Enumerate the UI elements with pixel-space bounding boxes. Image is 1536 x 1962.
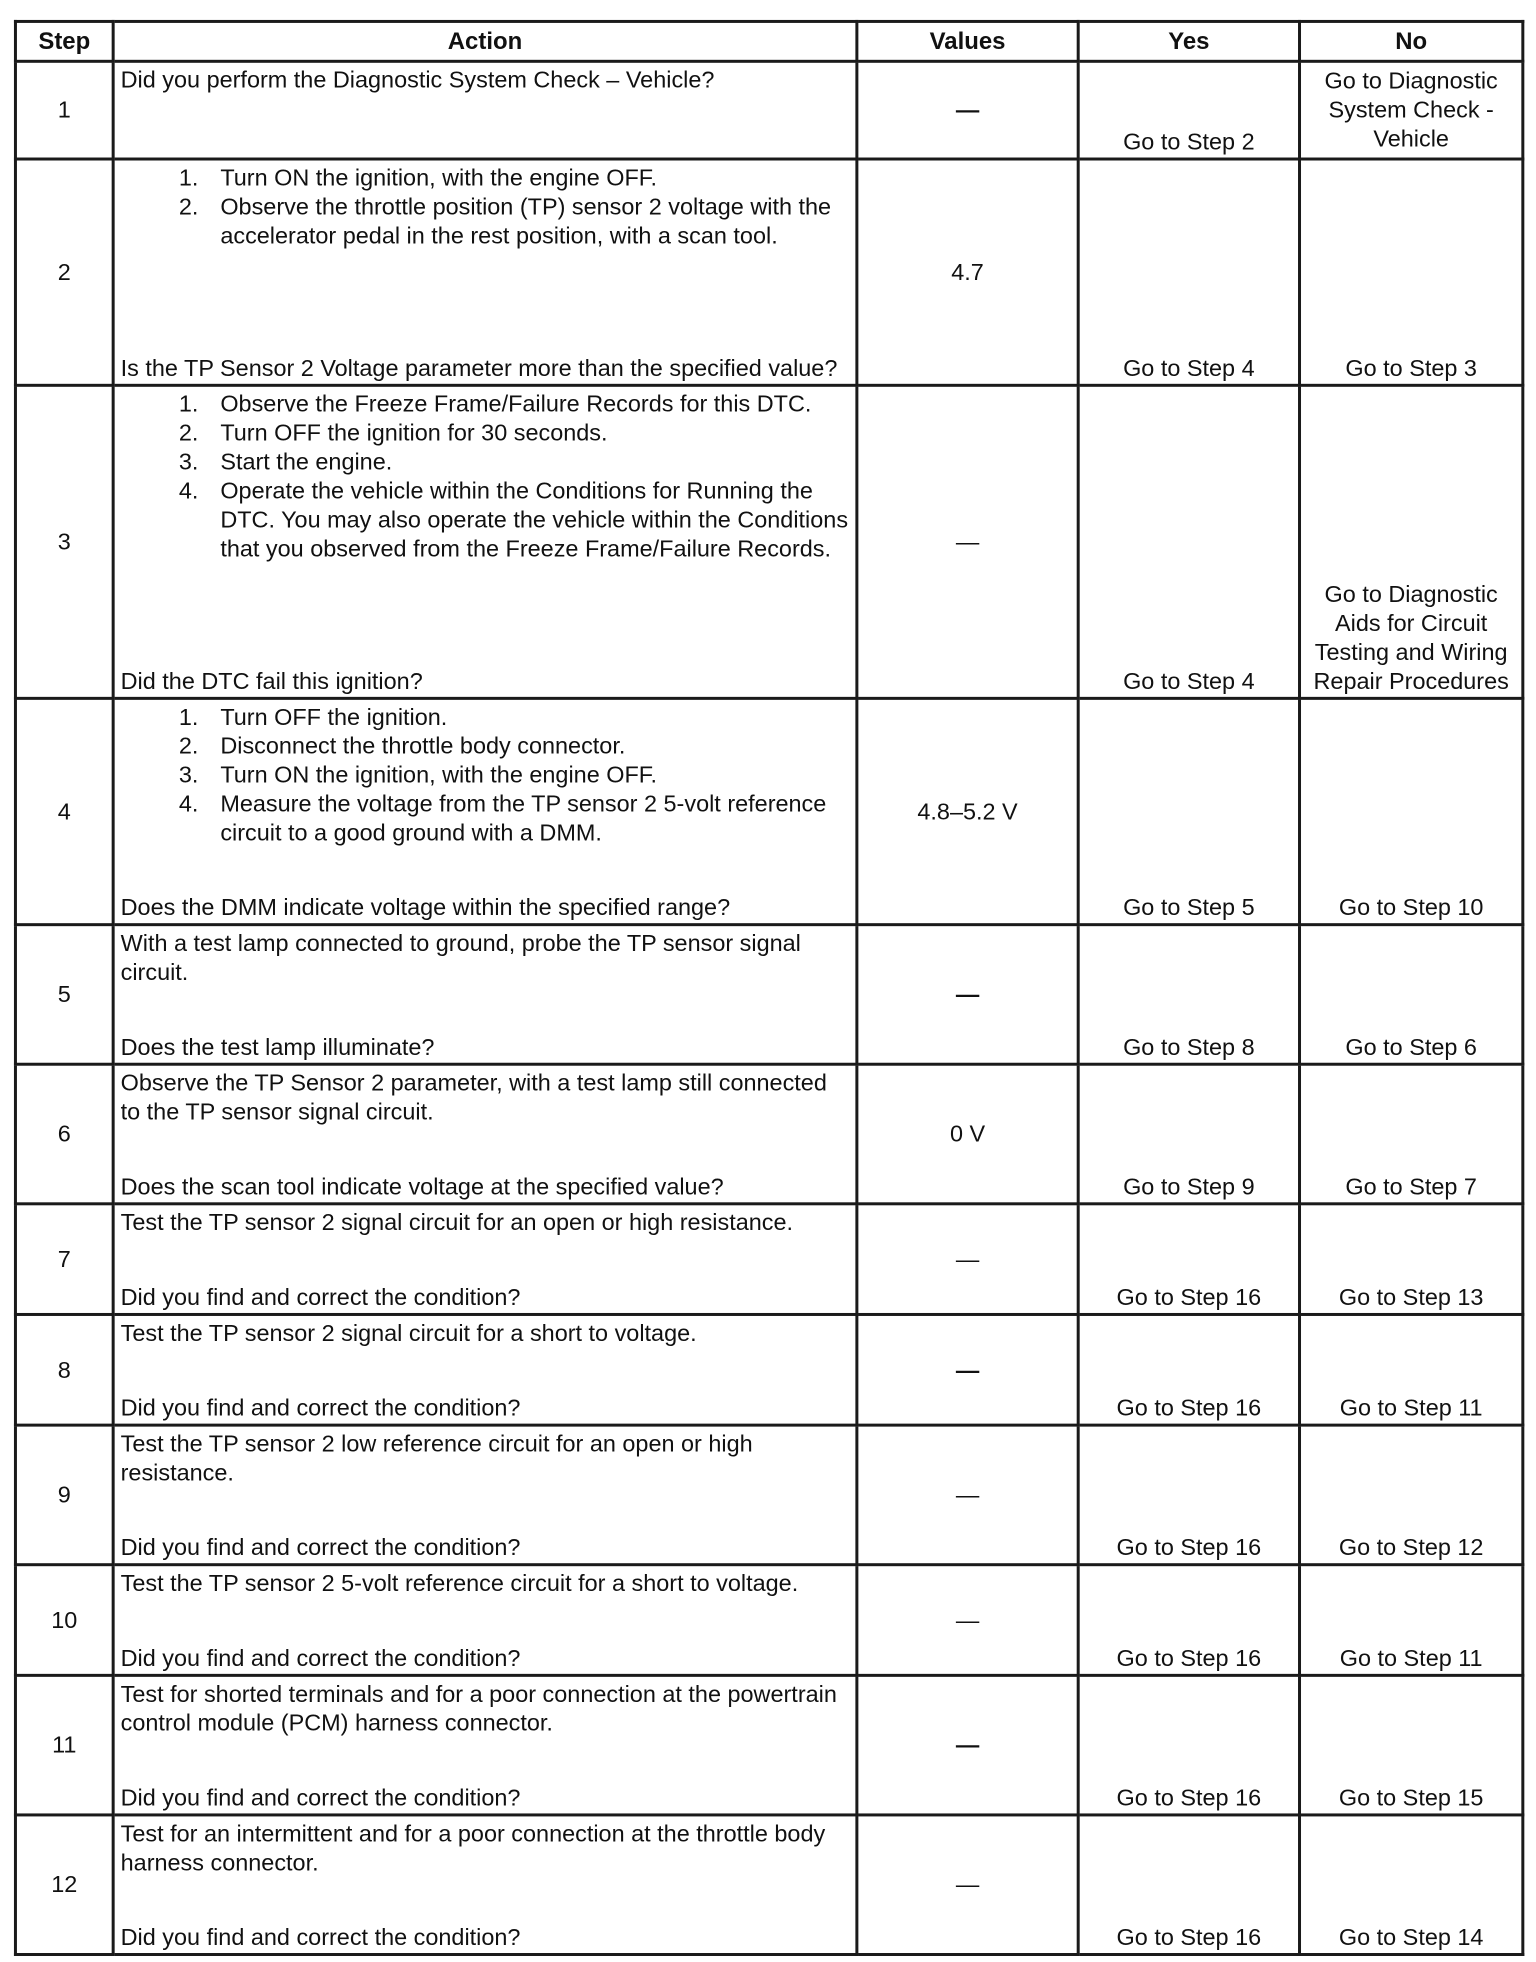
no-cell: Go to Step 12 xyxy=(1300,1425,1523,1565)
table-row xyxy=(15,1425,1522,1565)
table-row xyxy=(15,1204,1522,1315)
list-item xyxy=(178,732,851,761)
action-cell xyxy=(113,1425,857,1565)
list-item-number: 2. xyxy=(178,419,199,446)
action-question: Did you find and correct the condition? xyxy=(120,1284,521,1310)
action-text: Did you perform the Diagnostic System Check – Vehicle? xyxy=(120,66,715,93)
yes-cell: Go to Step 5 xyxy=(1078,698,1299,924)
action-question: Does the DMM indicate voltage within the specified range? xyxy=(120,894,731,921)
yes-cell: Go to Step 16 xyxy=(1078,1314,1299,1425)
list-item xyxy=(178,192,851,250)
list-item xyxy=(178,790,851,848)
value-cell: — xyxy=(857,1815,1078,1955)
value-cell: — xyxy=(857,1204,1078,1315)
value-cell: — xyxy=(857,1314,1078,1425)
action-question: Did you find and correct the condition? xyxy=(120,1534,521,1561)
value-cell: 4.7 xyxy=(857,159,1078,385)
table-row xyxy=(15,1314,1522,1425)
no-cell: Go to Step 7 xyxy=(1300,1064,1523,1204)
list-item-text: Turn ON the ignition, with the engine OFF. xyxy=(220,164,658,191)
value-cell: — xyxy=(857,925,1078,1065)
action-text: Test the TP sensor 2 low reference circuit for an open or high resistance. xyxy=(120,1430,753,1486)
header-no: No xyxy=(1300,21,1523,61)
action-steps-list xyxy=(121,390,852,563)
list-item xyxy=(178,163,851,192)
value-cell: — xyxy=(857,1425,1078,1565)
no-cell: Go to Step 15 xyxy=(1300,1675,1523,1815)
list-item-number: 4. xyxy=(178,790,199,817)
table-row xyxy=(15,61,1522,159)
yes-cell: Go to Step 16 xyxy=(1078,1675,1299,1815)
no-cell: Go to Step 10 xyxy=(1300,698,1523,924)
list-item-number: 2. xyxy=(178,732,199,759)
no-cell: Go to Step 11 xyxy=(1300,1314,1523,1425)
list-item xyxy=(178,390,851,419)
step-number: 4 xyxy=(15,698,113,924)
action-question: Is the TP Sensor 2 Voltage parameter more than the specified value? xyxy=(120,354,838,381)
list-item-number: 1. xyxy=(178,703,199,730)
step-number: 10 xyxy=(15,1565,113,1676)
table-row xyxy=(15,698,1522,924)
header-action: Action xyxy=(113,21,857,61)
action-text: Test for shorted terminals and for a poor connection at the powertrain control module (PCM) harness connector. xyxy=(120,1680,837,1736)
yes-cell: Go to Step 4 xyxy=(1078,159,1299,385)
action-text: Test the TP sensor 2 signal circuit for a short to voltage. xyxy=(120,1319,697,1346)
action-cell xyxy=(113,925,857,1065)
action-cell xyxy=(113,698,857,924)
action-question: Did you find and correct the condition? xyxy=(120,1394,521,1421)
action-cell xyxy=(113,61,857,159)
header-step: Step xyxy=(15,21,113,61)
list-item-number: 1. xyxy=(178,390,199,417)
table-row xyxy=(15,1064,1522,1204)
list-item-text: Disconnect the throttle body connector. xyxy=(220,732,626,759)
action-text: With a test lamp connected to ground, probe the TP sensor signal circuit. xyxy=(120,930,801,985)
list-item xyxy=(178,761,851,790)
no-cell: Go to Step 3 xyxy=(1300,159,1523,385)
table-row xyxy=(15,925,1522,1065)
yes-cell: Go to Step 16 xyxy=(1078,1204,1299,1315)
diagnostic-table xyxy=(14,20,1524,1956)
value-cell: — xyxy=(857,385,1078,698)
yes-cell: Go to Step 9 xyxy=(1078,1064,1299,1204)
value-cell: 4.8–5.2 V xyxy=(857,698,1078,924)
step-number: 9 xyxy=(15,1425,113,1565)
header-yes: Yes xyxy=(1078,21,1299,61)
yes-cell: Go to Step 16 xyxy=(1078,1565,1299,1676)
yes-cell: Go to Step 16 xyxy=(1078,1425,1299,1565)
step-number: 11 xyxy=(15,1675,113,1815)
action-cell xyxy=(113,1204,857,1315)
table-row xyxy=(15,1565,1522,1676)
no-cell: Go to Step 6 xyxy=(1300,925,1523,1065)
step-number: 7 xyxy=(15,1204,113,1315)
action-cell xyxy=(113,1064,857,1204)
list-item-text: Turn OFF the ignition. xyxy=(220,703,448,730)
no-cell: Go to Step 11 xyxy=(1300,1565,1523,1676)
yes-cell: Go to Step 4 xyxy=(1078,385,1299,698)
value-cell: — xyxy=(857,1565,1078,1676)
action-cell xyxy=(113,385,857,698)
action-cell xyxy=(113,1815,857,1955)
list-item-number: 3. xyxy=(178,448,199,475)
action-cell xyxy=(113,159,857,385)
step-number: 6 xyxy=(15,1064,113,1204)
header-values: Values xyxy=(857,21,1078,61)
value-cell: 0 V xyxy=(857,1064,1078,1204)
table-row xyxy=(15,159,1522,385)
action-question: Did you find and correct the condition? xyxy=(120,1644,521,1671)
value-cell: — xyxy=(857,1675,1078,1815)
action-question: Did you find and correct the condition? xyxy=(120,1924,521,1951)
action-text: Observe the TP Sensor 2 parameter, with a test lamp still connected to the TP sensor signal circuit. xyxy=(120,1069,827,1125)
action-text: Test the TP sensor 2 5-volt reference circuit for a short to voltage. xyxy=(120,1570,799,1597)
action-text: Test the TP sensor 2 signal circuit for an open or high resistance. xyxy=(120,1209,794,1236)
step-number: 3 xyxy=(15,385,113,698)
list-item-text: Turn OFF the ignition for 30 seconds. xyxy=(220,419,608,446)
action-text: Test for an intermittent and for a poor connection at the throttle body harness connector. xyxy=(120,1820,826,1876)
list-item xyxy=(178,419,851,448)
header-row xyxy=(15,21,1522,61)
action-cell xyxy=(113,1565,857,1676)
action-question: Did you find and correct the condition? xyxy=(120,1784,521,1811)
list-item-text: Observe the Freeze Frame/Failure Records for this DTC. xyxy=(220,390,812,417)
yes-cell: Go to Step 16 xyxy=(1078,1815,1299,1955)
action-cell xyxy=(113,1314,857,1425)
step-number: 8 xyxy=(15,1314,113,1425)
step-number: 12 xyxy=(15,1815,113,1955)
list-item-text: Measure the voltage from the TP sensor 2 5-volt reference circuit to a good ground with a DMM. xyxy=(220,790,827,846)
action-question: Does the scan tool indicate voltage at the specified value? xyxy=(120,1173,724,1200)
action-question: Did the DTC fail this ignition? xyxy=(120,667,423,694)
step-number: 1 xyxy=(15,61,113,159)
step-number: 2 xyxy=(15,159,113,385)
action-steps-list xyxy=(121,163,852,250)
no-cell: Go to Diagnostic Aids for Circuit Testing and Wiring Repair Procedures xyxy=(1300,385,1523,698)
step-number: 5 xyxy=(15,925,113,1065)
list-item xyxy=(178,703,851,732)
list-item-number: 4. xyxy=(178,477,199,504)
list-item-text: Start the engine. xyxy=(220,448,393,475)
value-cell: — xyxy=(857,61,1078,159)
list-item xyxy=(178,477,851,564)
list-item-number: 1. xyxy=(178,164,199,191)
no-cell: Go to Step 14 xyxy=(1300,1815,1523,1955)
table-row xyxy=(15,385,1522,698)
action-question: Does the test lamp illuminate? xyxy=(120,1033,435,1060)
list-item-number: 2. xyxy=(178,193,199,220)
list-item xyxy=(178,448,851,477)
list-item-text: Operate the vehicle within the Conditions for Running the DTC. You may also operate the vehicle within the Conditions that you observed from the Freeze Frame/Failure Records. xyxy=(220,477,849,562)
list-item-text: Turn ON the ignition, with the engine OFF. xyxy=(220,761,658,788)
list-item-number: 3. xyxy=(178,761,199,788)
action-cell xyxy=(113,1675,857,1815)
table-row xyxy=(15,1675,1522,1815)
no-cell: Go to Diagnostic System Check - Vehicle xyxy=(1300,61,1523,159)
yes-cell: Go to Step 2 xyxy=(1078,61,1299,159)
no-cell: Go to Step 13 xyxy=(1300,1204,1523,1315)
yes-cell: Go to Step 8 xyxy=(1078,925,1299,1065)
list-item-text: Observe the throttle position (TP) sensor 2 voltage with the accelerator pedal in the rest position, with a scan tool. xyxy=(220,193,832,249)
table-row xyxy=(15,1815,1522,1955)
action-steps-list xyxy=(121,703,852,848)
